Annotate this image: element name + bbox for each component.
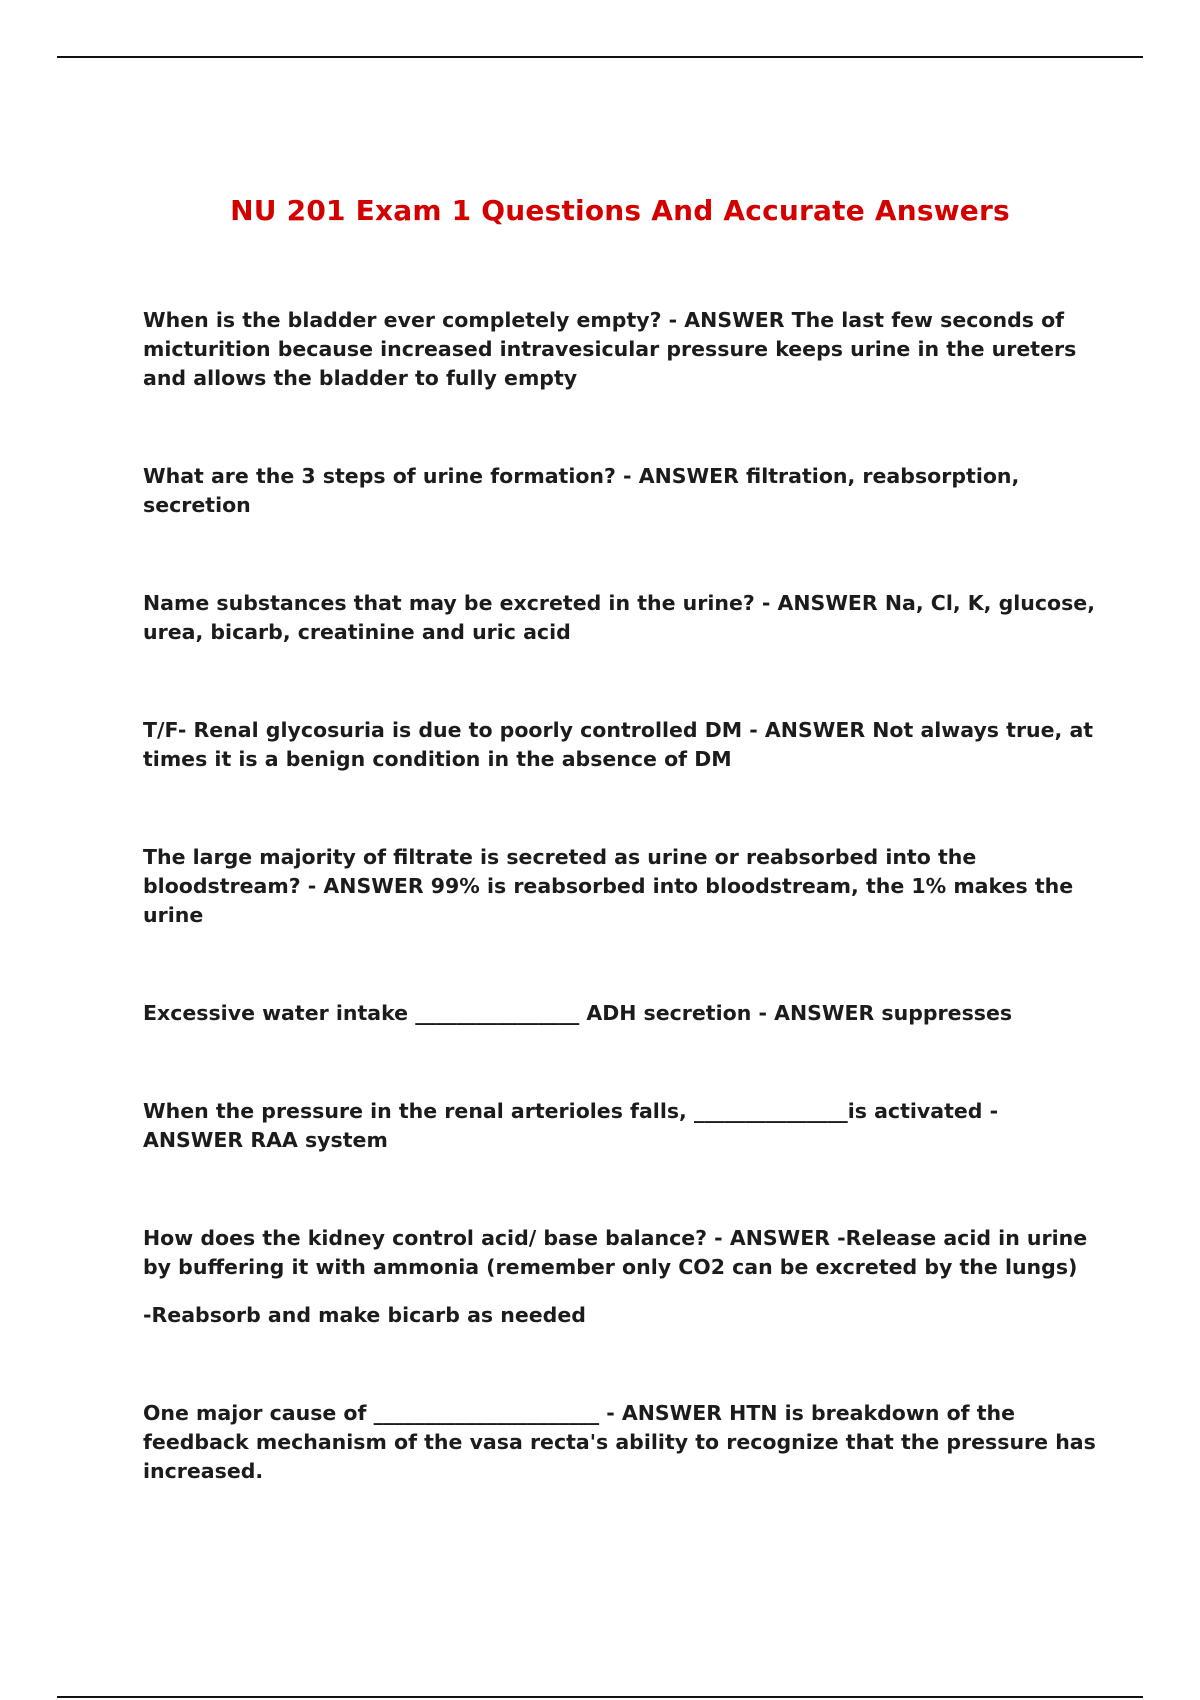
qa-text: What are the 3 steps of urine formation? - ANSWER filtration, reabsorption, secretion (143, 464, 1020, 517)
qa-item-6 (143, 999, 1103, 1028)
qa-text: When the pressure in the renal arterioles falls, _______________is activated - ANSWER RAA system (143, 1099, 999, 1152)
qa-text: One major cause of ______________________ - ANSWER HTN is breakdown of the feedback mechanism of the vasa recta's ability to recognize that the pressure has increased. (143, 1401, 1096, 1483)
qa-item-8 (143, 1224, 1103, 1330)
top-divider (57, 56, 1143, 58)
qa-item-2 (143, 462, 1103, 520)
qa-item-3 (143, 589, 1103, 647)
qa-item-1 (143, 306, 1103, 393)
bottom-divider (57, 1696, 1143, 1698)
qa-item-7 (143, 1097, 1103, 1155)
qa-item-5 (143, 843, 1103, 930)
qa-text: Excessive water intake ________________ ADH secretion - ANSWER suppresses (143, 1001, 1013, 1025)
qa-text: How does the kidney control acid/ base balance? - ANSWER -Release acid in urine by buffering it with ammonia (remember only CO2 can be excreted by the lungs) (143, 1226, 1088, 1279)
qa-text: When is the bladder ever completely empty? - ANSWER The last few seconds of micturition because increased intravesicular pressure keeps urine in the ureters and allows the bladder to fully empty (143, 308, 1077, 390)
qa-text: Name substances that may be excreted in the urine? - ANSWER Na, Cl, K, glucose, urea, bicarb, creatinine and uric acid (143, 591, 1095, 644)
document-title: NU 201 Exam 1 Questions And Accurate Answers (230, 194, 1010, 227)
qa-text-continued: -Reabsorb and make bicarb as needed (143, 1303, 586, 1327)
qa-text: The large majority of filtrate is secreted as urine or reabsorbed into the bloodstream? - ANSWER 99% is reabsorbed into bloodstream, the 1% makes the urine (143, 845, 1074, 927)
qa-text: T/F- Renal glycosuria is due to poorly controlled DM - ANSWER Not always true, at times it is a benign condition in the absence of DM (143, 718, 1094, 771)
qa-item-4 (143, 716, 1103, 774)
qa-list (143, 306, 1103, 1486)
qa-item-9 (143, 1399, 1103, 1486)
